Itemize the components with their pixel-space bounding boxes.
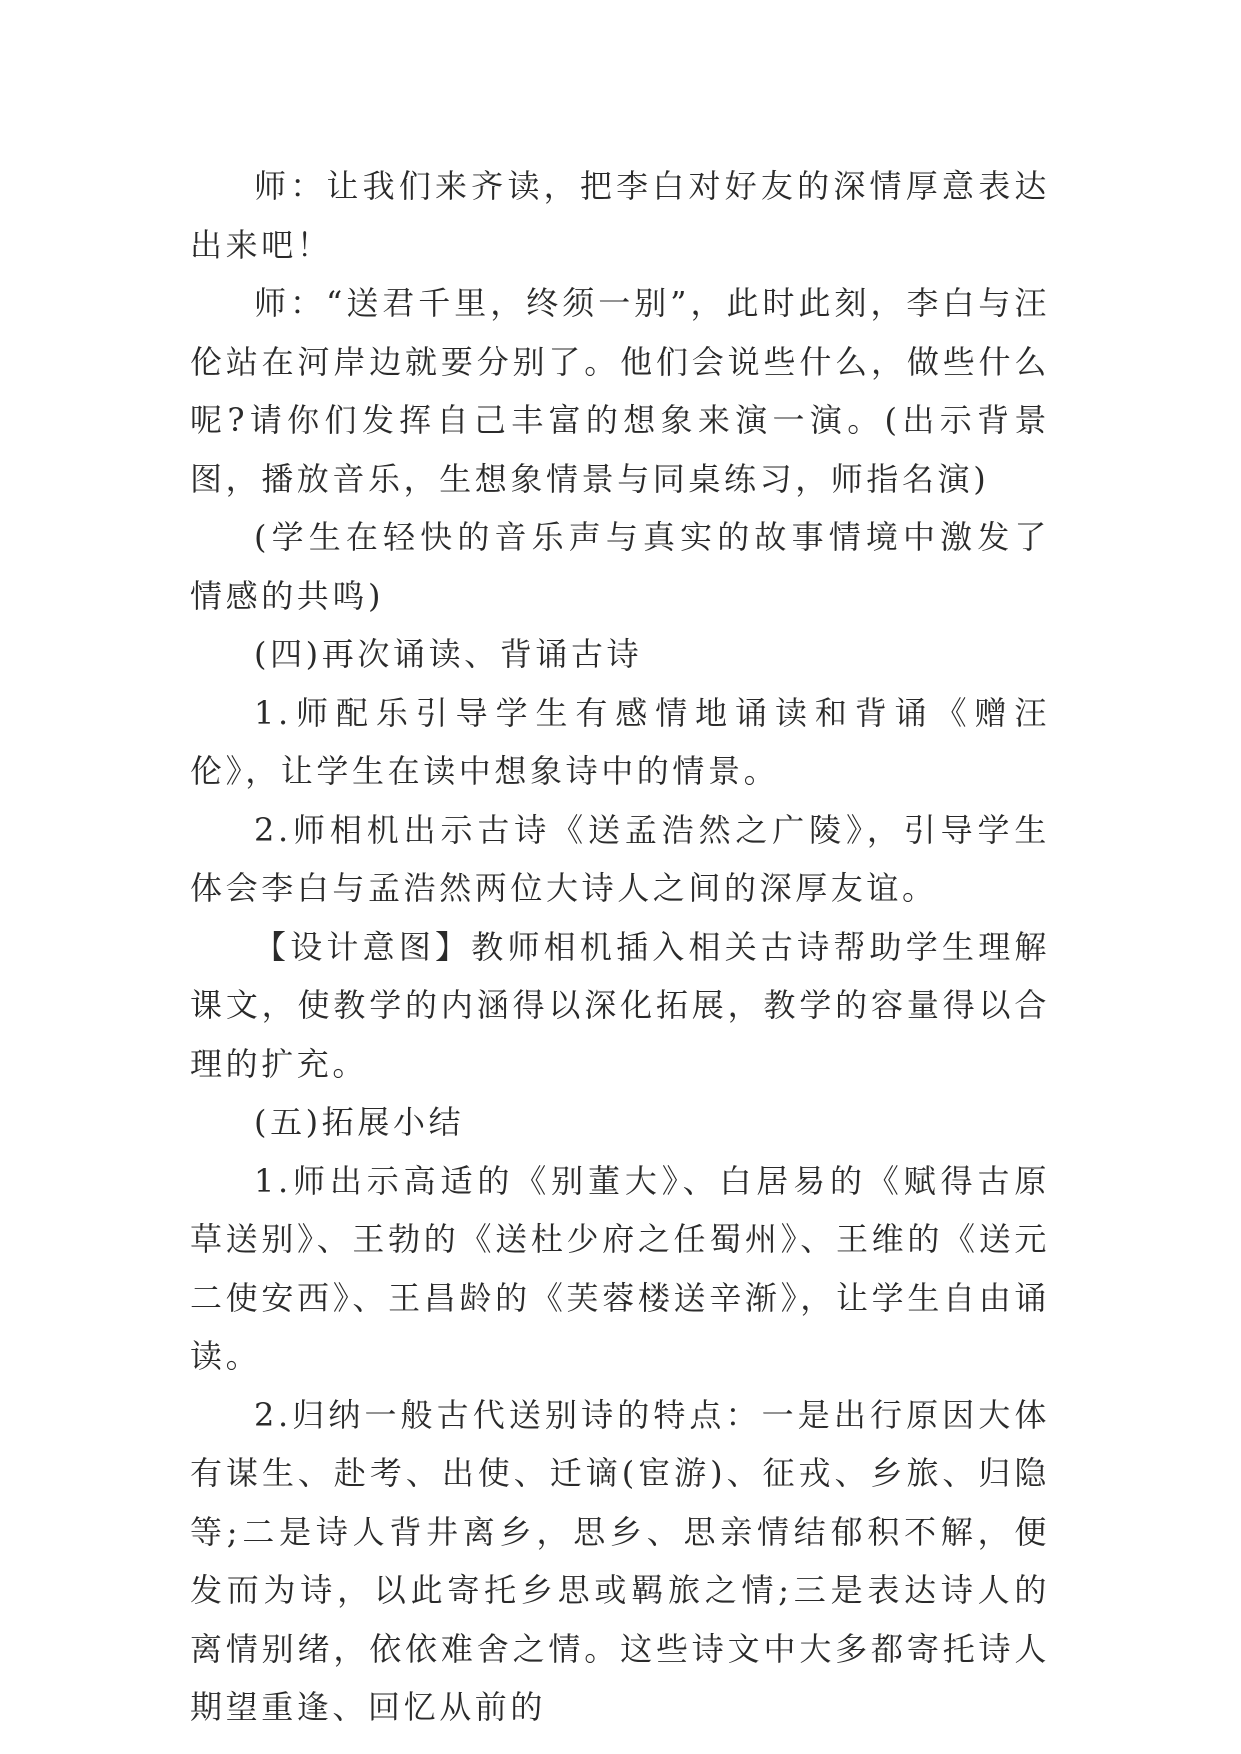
list-item-farewell-poem-features: 2.归纳一般古代送别诗的特点：一是出行原因大体有谋生、赴考、出使、迁谪(宦游)、征戎、乡旅、归隐等;二是诗人背井离乡，思乡、思亲情结郁积不解，便发而为诗，以此寄托乡思或羁旅之情;三是表达诗人的离情别绪，依依难舍之情。这些诗文中大多都寄托诗人期望重逢、回忆从前的 (190, 1395, 1050, 1726)
list-item-recite-zeng-wanglun: 1.师配乐引导学生有感情地诵读和背诵《赠汪伦》，让学生在读中想象诗中的情景。 (190, 693, 1050, 790)
list-item-song-menghaoran: 2.师相机出示古诗《送孟浩然之广陵》，引导学生体会李白与孟浩然两位大诗人之间的深厚友谊。 (190, 810, 1050, 907)
document-body (190, 157, 1050, 1737)
section-heading-recite-again: (四)再次诵读、背诵古诗 (254, 635, 643, 673)
paragraph-teacher-farewell-roleplay: 师：“送君千里，终须一别”，此时此刻，李白与汪伦站在河岸边就要分别了。他们会说些什么，做些什么呢?请你们发挥自己丰富的想象来演一演。(出示背景图，播放音乐，生想象情景与同桌练习，师指名演) (190, 284, 1050, 498)
list-item-farewell-poems: 1.师出示高适的《别董大》、白居易的《赋得古原草送别》、王勃的《送杜少府之任蜀州》、王维的《送元二使安西》、王昌龄的《芙蓉楼送辛渐》，让学生自由诵读。 (190, 1161, 1050, 1375)
paragraph-student-resonance: (学生在轻快的音乐声与真实的故事情境中激发了情感的共鸣) (190, 518, 1050, 615)
paragraph-teacher-read-together: 师：让我们来齐读，把李白对好友的深情厚意表达出来吧！ (190, 167, 1050, 264)
paragraph-design-intent: 【设计意图】教师相机插入相关古诗帮助学生理解课文，使教学的内涵得以深化拓展，教学的容量得以合理的扩充。 (190, 927, 1050, 1083)
section-heading-extension-summary: (五)拓展小结 (254, 1103, 465, 1141)
